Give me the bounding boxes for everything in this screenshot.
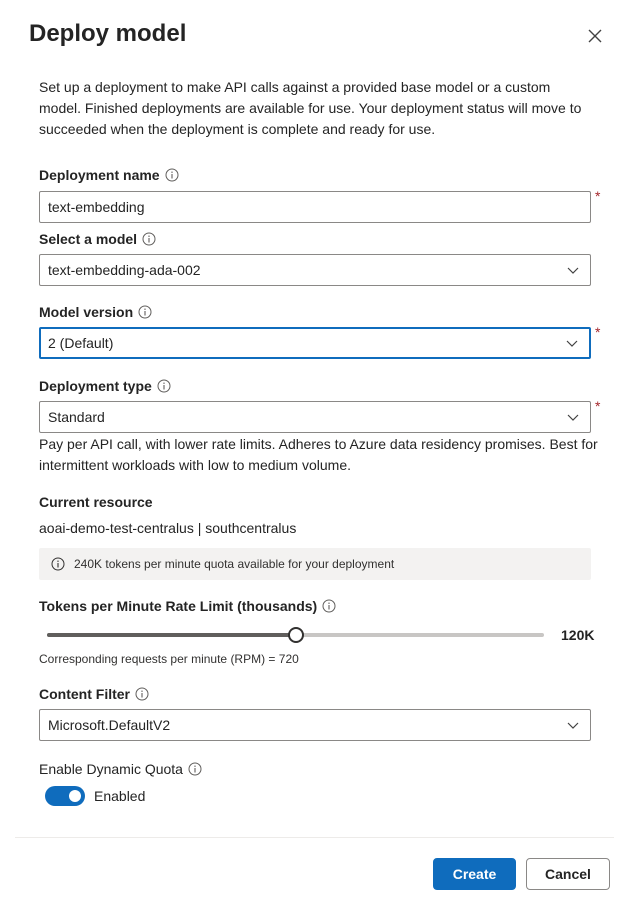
- chevron-down-icon: [566, 263, 580, 277]
- select-model-dropdown[interactable]: [39, 254, 591, 286]
- current-resource-value: aoai-demo-test-centralus | southcentralus: [39, 520, 297, 536]
- dialog-title: Deploy model: [29, 20, 187, 47]
- footer-divider: [15, 837, 614, 838]
- model-version-value: 2 (Default): [48, 335, 114, 351]
- content-filter-value: Microsoft.DefaultV2: [48, 717, 171, 733]
- deployment-name-label-text: Deployment name: [39, 167, 160, 183]
- chevron-down-icon: [566, 410, 580, 424]
- info-icon[interactable]: [142, 232, 156, 246]
- info-icon[interactable]: [138, 305, 152, 319]
- chevron-down-icon: [565, 336, 579, 350]
- create-button[interactable]: Create: [433, 858, 516, 890]
- dynamic-quota-label: [39, 761, 202, 777]
- rate-limit-label: [39, 598, 336, 614]
- select-model-value: text-embedding-ada-002: [48, 262, 201, 278]
- info-icon[interactable]: [135, 687, 149, 701]
- dialog-description: Set up a deployment to make API calls against a provided base model or a custom model. Finished deployments are available for use. Your deployment status will move to succeeded when the deployment is complete and ready for use.: [39, 79, 582, 137]
- rate-limit-label-text: Tokens per Minute Rate Limit (thousands): [39, 598, 318, 614]
- deployment-type-value: Standard: [48, 409, 105, 425]
- required-indicator: *: [595, 398, 601, 414]
- dynamic-quota-label-text: Enable Dynamic Quota: [39, 761, 183, 777]
- deployment-type-label-text: Deployment type: [39, 378, 152, 394]
- model-version-dropdown[interactable]: [39, 327, 591, 359]
- chevron-down-icon: [566, 718, 580, 732]
- quota-info-text: 240K tokens per minute quota available for your deployment: [74, 557, 395, 571]
- rate-limit-slider-fill: [47, 633, 296, 637]
- info-icon[interactable]: [188, 762, 202, 776]
- deployment-name-value: text-embedding: [48, 199, 145, 215]
- cancel-button[interactable]: Cancel: [526, 858, 610, 890]
- rpm-text: Corresponding requests per minute (RPM) = 720: [39, 652, 299, 666]
- close-icon[interactable]: [583, 24, 607, 48]
- info-icon[interactable]: [322, 599, 336, 613]
- dynamic-quota-state: Enabled: [94, 788, 146, 804]
- deployment-name-input[interactable]: [39, 191, 591, 223]
- quota-info-bar: [39, 548, 591, 580]
- required-indicator: *: [595, 324, 601, 340]
- info-icon[interactable]: [157, 379, 171, 393]
- rate-limit-slider-thumb[interactable]: [288, 627, 304, 643]
- content-filter-label-text: Content Filter: [39, 686, 130, 702]
- deployment-type-dropdown[interactable]: [39, 401, 591, 433]
- close-button[interactable]: [583, 24, 607, 48]
- deployment-name-label: [39, 167, 179, 183]
- select-model-label: [39, 231, 156, 247]
- info-icon: [51, 557, 65, 571]
- model-version-label: [39, 304, 152, 320]
- toggle-knob: [69, 790, 81, 802]
- info-icon[interactable]: [165, 168, 179, 182]
- content-filter-dropdown[interactable]: [39, 709, 591, 741]
- required-indicator: *: [595, 188, 601, 204]
- model-version-label-text: Model version: [39, 304, 134, 320]
- select-model-label-text: Select a model: [39, 231, 138, 247]
- content-filter-label: [39, 686, 149, 702]
- dynamic-quota-toggle[interactable]: [45, 786, 85, 806]
- deployment-type-helper: Pay per API call, with lower rate limits. Adheres to Azure data residency promises. Best for intermittent workloads with low to medium volume.: [39, 436, 598, 473]
- current-resource-label: Current resource: [39, 494, 153, 510]
- deployment-type-label: [39, 378, 171, 394]
- rate-limit-value: 120K: [561, 627, 595, 643]
